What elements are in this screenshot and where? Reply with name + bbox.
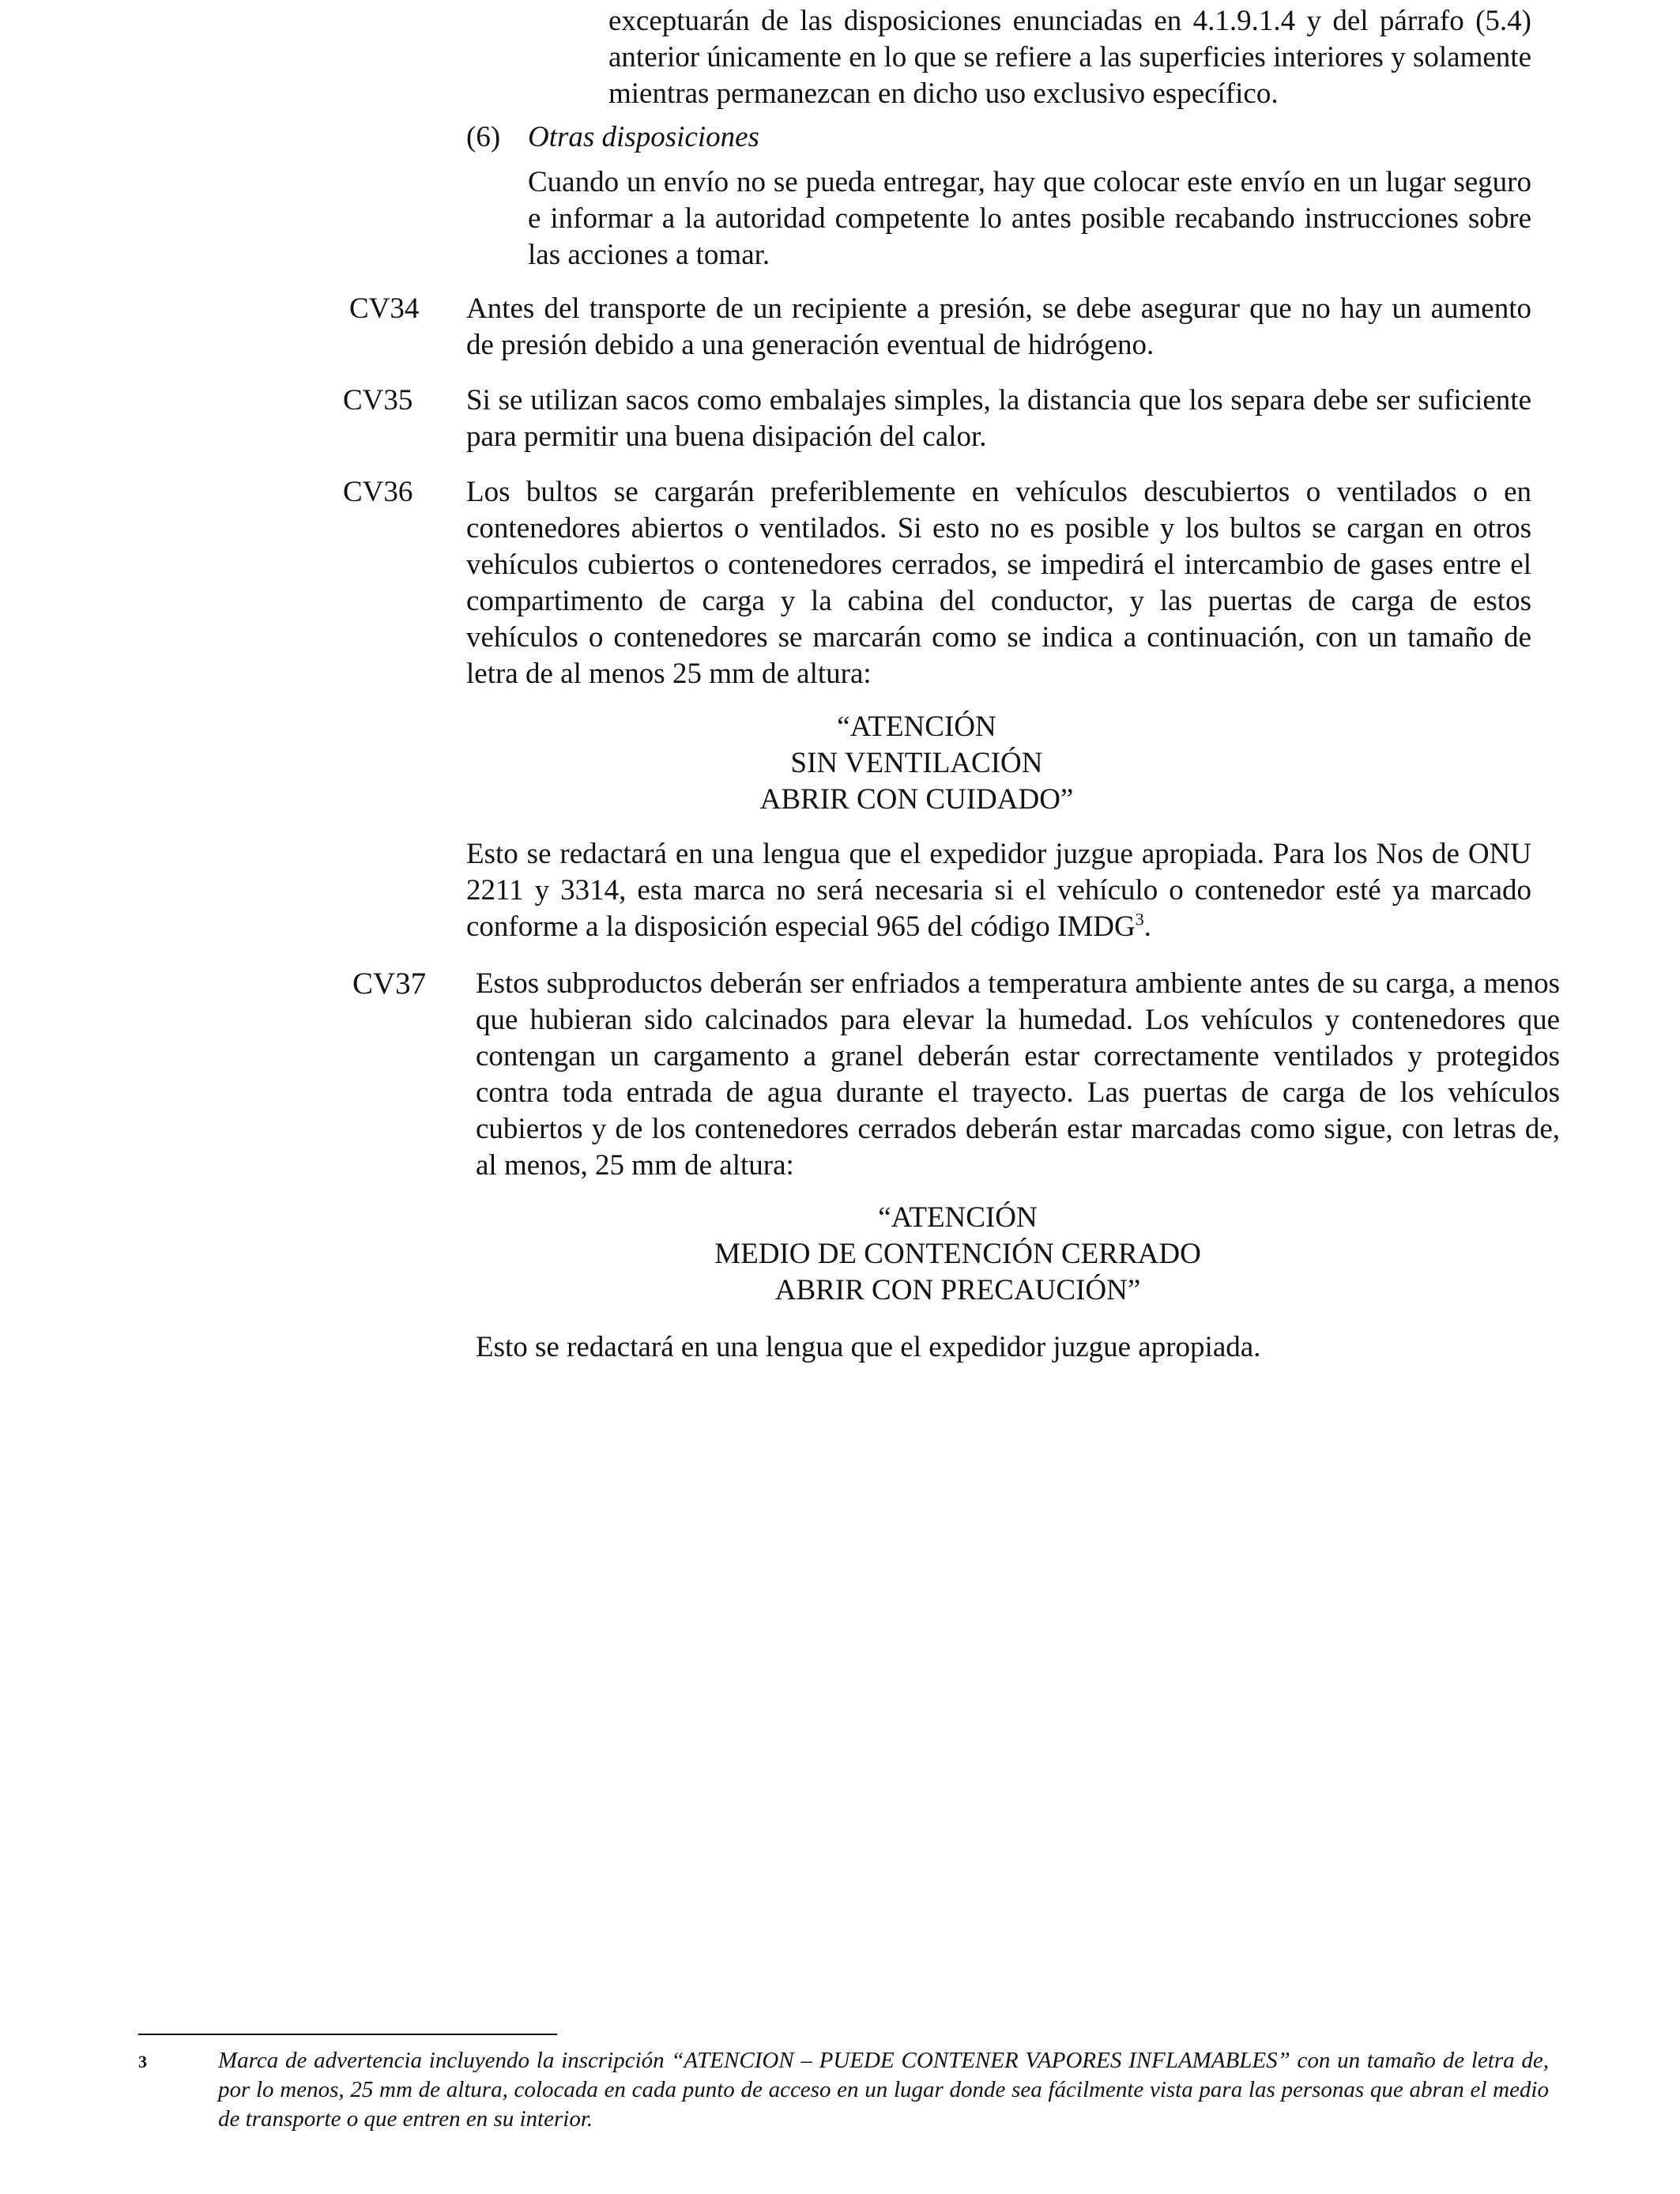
warning-marking-cv37 [531,1200,1384,1309]
footnote-text: Marca de advertencia incluyendo la inscripción “ATENCION – PUEDE CONTENER VAPORES INFLAMABLES” con un tamaño de letra de, por lo menos, 25 mm de altura, colocada en cada punto de acceso en un lugar donde sea fácilmente vista para las personas que abran el medio de transporte o que entren en su interior. [218,2048,1549,2132]
after-end: . [1143,910,1152,943]
provision-code-cv35: CV35 [343,384,413,417]
footnote-separator [138,2034,557,2035]
marking-line: ABRIR CON PRECAUCIÓN” [774,1274,1141,1306]
subsection-heading: Otras disposiciones [528,121,759,153]
provision-text-cv35: Si se utilizan sacos como embalajes simples, la distancia que los separa debe ser suficiente para permitir una buena disipación del calor. [466,384,1531,453]
provision-after-cv36 [466,836,1531,945]
subsection-number: (6) [466,121,501,153]
provision-text-cv34: Antes del transporte de un recipiente a presión, se debe asegurar que no hay un aumento de presión debido a una generación eventual de hidrógeno. [466,292,1531,361]
provision-code-cv37: CV37 [352,967,427,1001]
marking-line: MEDIO DE CONTENCIÓN CERRADO [714,1238,1201,1270]
subsection-text: Cuando un envío no se pueda entregar, hay que colocar este envío en un lugar seguro e informar a la autoridad competente lo antes posible recabando instrucciones sobre las acciones a tomar. [528,166,1531,271]
continuation-paragraph: exceptuarán de las disposiciones enunciadas en 4.1.9.1.4 y del párrafo (5.4) anterior únicamente en lo que se refiere a las superficies interiores y solamente mientras permanezcan en dicho uso exclusivo específico. [608,5,1531,110]
footnote-number: 3 [138,2052,147,2071]
after-text: Esto se redactará en una lengua que el expedidor juzgue apropiada. Para los Nos de ONU 2211 y 3314, esta marca no será necesaria si el vehículo o contenedor esté ya marcado conforme a la disposición especial 965 del código IMDG [466,838,1531,943]
provision-text-cv36: Los bultos se cargarán preferiblemente en vehículos descubiertos o ventilados o en contenedores abiertos o ventilados. Si esto no es posible y los bultos se cargan en otros vehículos cubiertos o contenedores cerrados, se impedirá el intercambio de gases entre el compartimento de carga y la cabina del conductor, y las puertas de carga de estos vehículos o contenedores se marcarán como se indica a continuación, con un tamaño de letra de al menos 25 mm de altura: [466,476,1531,690]
marking-line: SIN VENTILACIÓN [790,747,1043,779]
footnote-ref[interactable]: 3 [1135,909,1144,929]
provision-code-cv36: CV36 [343,476,413,508]
marking-line: ABRIR CON CUIDADO” [759,783,1074,816]
provision-code-cv34: CV34 [349,292,420,325]
provision-after-cv37: Esto se redactará en una lengua que el expedidor juzgue apropiada. [476,1331,1261,1363]
provision-text-cv37: Estos subproductos deberán ser enfriados a temperatura ambiente antes de su carga, a menos que hubieran sido calcinados para elevar la humedad. Los vehículos y contenedores que contengan un cargamento a granel deberán estar correctamente ventilados y protegidos contra toda entrada de agua durante el trayecto. Las puertas de carga de los vehículos cubiertos y de los contenedores cerrados deberán estar marcadas como sigue, con letras de, al menos, 25 mm de altura: [476,967,1560,1182]
marking-line: “ATENCIÓN [878,1201,1038,1234]
warning-marking-cv36 [466,709,1367,818]
marking-line: “ATENCIÓN [837,711,996,743]
